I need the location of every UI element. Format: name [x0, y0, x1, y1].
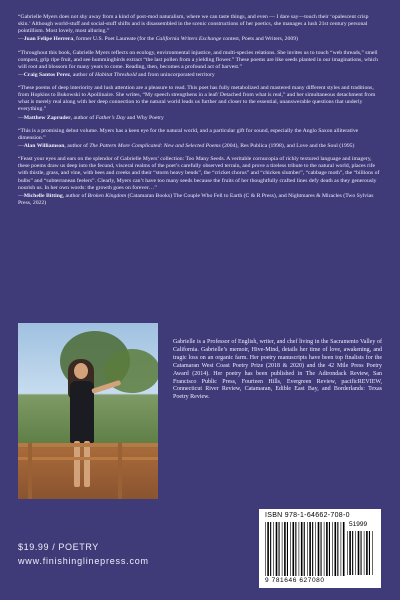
barcode-bar — [343, 522, 345, 576]
blurb-attribution: —Michelle Bitting, author of Broken Kingdom (Catamaran Books) The Couple Who Fell to Earth (C & R Press), and Nightmares & Miracles (Two Sylvias Press, 2022) — [18, 192, 374, 206]
barcode-bar — [318, 522, 320, 576]
barcode-bar — [267, 522, 269, 576]
author-section — [18, 323, 382, 499]
barcode-bar — [364, 531, 365, 575]
photo-railing-post — [118, 443, 122, 499]
blurb-attribution: —Craig Santos Perez, author of Habitat Threshold and from unincorporated territory — [18, 71, 215, 78]
photo-railing — [18, 443, 158, 447]
barcode-bar — [287, 522, 288, 576]
barcode-bar — [299, 522, 300, 576]
author-bio — [173, 339, 382, 402]
price-code: 51999 — [349, 521, 368, 528]
photo-railing — [18, 457, 158, 460]
blurb-zapruder — [18, 85, 382, 121]
barcode-bar — [315, 522, 316, 576]
blurb-author: Alan Williamson — [23, 142, 65, 149]
barcode-bar — [282, 522, 283, 576]
barcode-bar — [276, 522, 278, 576]
photo-figure-dress — [70, 381, 94, 443]
barcode-bar — [324, 522, 325, 576]
blurb-author: Michelle Bitting — [23, 192, 63, 199]
blurb-quote: “Throughout this book, Gabrielle Myers reflects on ecology, environmental injustice, and multi-species relations. She invites us to touch “web threads,” smell compost, grip ripe fruit, and see hummingbirds extract “the last pollen from a yielding flower.” These poems are like seeds planted in our imaginations, which will root and blossom for many years to come. Reading, then, becomes a profound act of harvest.” — [18, 49, 379, 70]
barcode-bar — [349, 531, 351, 575]
barcode-bar — [372, 531, 373, 575]
barcode-number: 9 781646 627080 — [265, 577, 325, 584]
publisher-website: www.finishinglinepress.com — [18, 556, 149, 566]
barcode-bar — [358, 531, 360, 575]
blurb-attribution: —Matthew Zapruder, author of Father’s Day and Why Poetry — [18, 114, 164, 121]
blurb-herrera — [18, 14, 382, 43]
price-code-bars — [347, 531, 375, 575]
blurb-author: Matthew Zapruder — [23, 114, 71, 121]
blurb-author: Craig Santos Perez — [23, 71, 71, 78]
ean-bars — [265, 522, 345, 576]
photo-figure-head — [74, 363, 88, 379]
barcode-bar — [332, 522, 333, 576]
barcode-bar — [301, 522, 303, 576]
barcode-bar — [347, 531, 348, 575]
blurb-quote: “Gabrielle Myers does not shy away from a kind of post-mod naturalism, where we can taste things, and even — I dare say—touch their ‘opalescent crisp skin.’ Although world-stuff and social-stuff shifts and is disassembled in the scenic constructions of her poetics, she manages a lush 21st century personal pointillism. Most lovely, most alluring.” — [18, 14, 369, 35]
barcode-bar — [293, 522, 295, 576]
author-bio-text: Gabrielle is a Professor of English, writer, and chef living in the Sacramento Valley of California. Gabrielle’s memoir, Hive-Mind, details her time of love, awakening, and tragic loss on an organic farm. Her poetry manuscripts have been top finalists for the Catamaran West Coast Poetry Prize (2018 & 2020) and the 42 Mile Press Poetry Award (2014). Her poetry has been published in The Adirondack Review, San Francisco Public Press, Fourteen Hills, Evergreen Review, pacificREVIEW, Connecticut River Review, Catamaran, Edible East Bay, and Borderlands: Texas Poetry Review. — [173, 339, 382, 401]
barcode-bar — [312, 522, 313, 576]
barcode-bar — [290, 522, 291, 576]
barcode-bar — [265, 522, 266, 576]
barcode-bar — [366, 531, 368, 575]
barcode-bar — [279, 522, 280, 576]
barcode-bar — [341, 522, 342, 576]
barcode-bar — [309, 522, 311, 576]
barcode-bar — [295, 522, 296, 576]
barcode-bar — [335, 522, 337, 576]
photo-railing-post — [28, 443, 32, 499]
barcode-bar — [307, 522, 308, 576]
blurb-quote: “Feast your eyes and ears on the splendor of Gabrielle Myers’ collection: Too Many Seeds. A veritable cornucopia of richly textured language and imagery, these poems draw us deep into the fecund, visceral realms of the poet’s carefully observed terrain, and prove a tireless tribute to the natural world, places rife with thistle, grass, and vine, with bees and creeks and their “storm heavy bends”, the “cricket chorus” and “chicken slumber”, “cabbage moth”, the “billions of bulbs” and “subterranean feelers”. Clearly, Myers can’t have too many seeds because the fruits of her thoughtfully crafted lines defy death as they generously nourish us. In her own words: the growth goes on forever…” — [18, 156, 380, 191]
barcode-bar — [337, 522, 338, 576]
isbn-label: ISBN 978-1-64662-708-0 — [265, 512, 350, 519]
blurb-attribution: —Alan Williamson, author of The Pattern More Complicated: New and Selected Poems (2004), Res Publica (1998), and Love and the Soul (1995) — [18, 142, 355, 149]
barcode-bar — [304, 522, 305, 576]
blurb-author: Juan Felipe Herrera — [23, 36, 74, 43]
barcode-bar — [270, 522, 271, 576]
endorsements — [18, 14, 382, 213]
barcode-bar — [284, 522, 286, 576]
barcode-bar — [369, 531, 370, 575]
blurb-perez — [18, 50, 382, 79]
barcode-bar — [355, 531, 356, 575]
blurb-williamson — [18, 128, 382, 150]
barcode-bar — [326, 522, 328, 576]
blurb-quote: “These poems of deep interiority and lush attention are a pleasure to read. This poet has fully metabolized and mastered many different styles and traditions, from Hopkins to Bukowski to Apollinaire. She writes, “My speech strengthens in a leaf/ Detached from what is real,” and her simultaneous detachment from what is merely real along with her deep connection to the natural world leads us further and closer to the essential, unanswerable questions that underly everything.” — [18, 85, 376, 113]
barcode-bar — [329, 522, 330, 576]
photo-figure-leg — [84, 441, 90, 487]
barcode-bar — [273, 522, 274, 576]
blurb-bitting — [18, 156, 382, 207]
barcode-bar — [352, 531, 353, 575]
photo-figure-leg — [74, 441, 80, 487]
barcode-bar — [361, 531, 362, 575]
price-category: $19.99 / POETRY — [18, 542, 99, 552]
barcode-bar — [321, 522, 322, 576]
blurb-quote: “This is a promising debut volume. Myers has a keen eye for the natural world, and a particular gift for sound, especially the Anglo Saxon alliterative dimension.” — [18, 127, 359, 141]
barcode — [259, 509, 381, 588]
author-photo — [18, 323, 158, 499]
blurb-attribution: —Juan Felipe Herrera, former U.S. Poet Laureate (for the California Writers Exchange contest, Poets and Writers, 2009) — [18, 36, 298, 43]
